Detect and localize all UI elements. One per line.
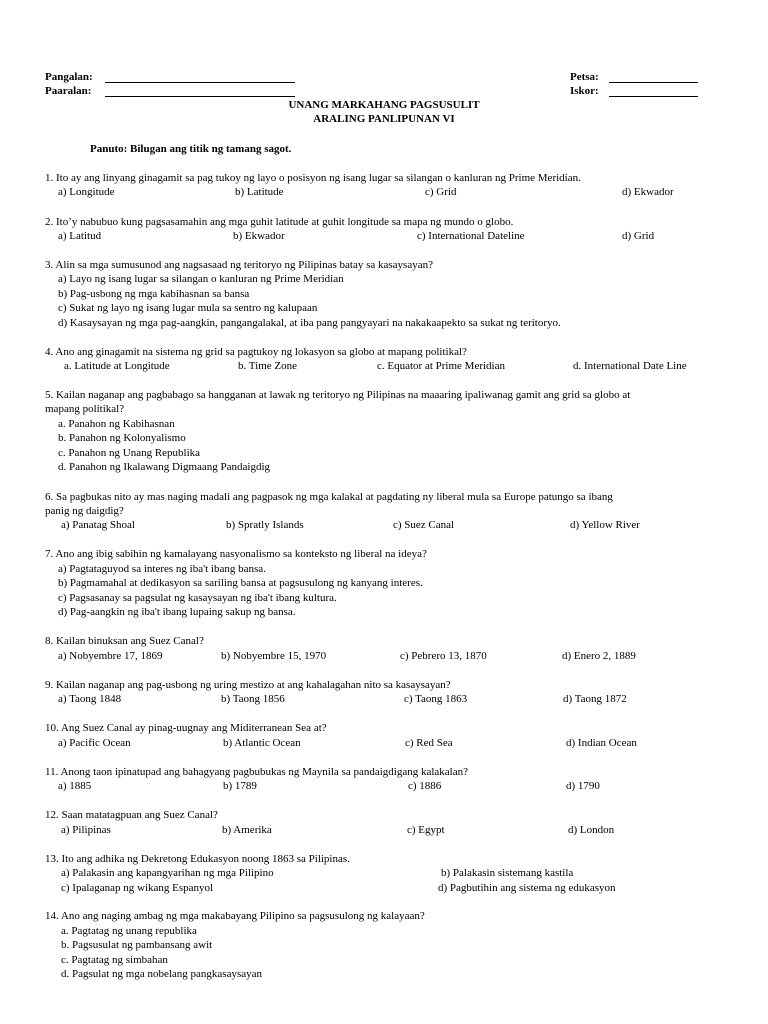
choice-8c[interactable]: c) Pebrero 13, 1870: [400, 650, 487, 662]
question-5-cont: mapang politikal?: [45, 403, 125, 415]
question-10: 10. Ang Suez Canal ay pinag-uugnay ang Miditerranean Sea at?: [45, 722, 327, 734]
question-3: 3. Alin sa mga sumusunod ang nagsasaad ng teritoryo ng Pilipinas batay sa kasaysayan?: [45, 259, 433, 271]
choice-1b[interactable]: b) Latitude: [235, 186, 284, 198]
choice-14a[interactable]: a. Pagtatag ng unang republika: [61, 925, 197, 937]
choice-12d[interactable]: d) London: [568, 824, 615, 836]
choice-3b[interactable]: b) Pag-usbong ng mga kabihasnan sa bansa: [58, 288, 250, 300]
choice-4d[interactable]: d. International Date Line: [573, 360, 687, 372]
choice-10a[interactable]: a) Pacific Ocean: [58, 737, 131, 749]
choice-2d[interactable]: d) Grid: [622, 230, 655, 242]
choice-7c[interactable]: c) Pagsasanay sa pagsulat ng kasaysayan ng iba't ibang kultura.: [58, 592, 337, 604]
question-4: 4. Ano ang ginagamit na sistema ng grid sa pagtukoy ng lokasyon sa globo at mapang politikal?: [45, 346, 467, 358]
question-9: 9. Kailan naganap ang pag-usbong ng uring mestizo at ang kahalagahan nito sa kasaysayan?: [45, 679, 451, 691]
iskor-label: Iskor:: [570, 85, 599, 97]
choice-1a[interactable]: a) Longitude: [58, 186, 115, 198]
choice-12b[interactable]: b) Amerika: [222, 824, 272, 836]
choice-2c[interactable]: c) International Dateline: [417, 230, 525, 242]
choice-6c[interactable]: c) Suez Canal: [393, 519, 455, 531]
choice-4c[interactable]: c. Equator at Prime Meridian: [377, 360, 505, 372]
choice-10d[interactable]: d) Indian Ocean: [566, 737, 637, 749]
choice-4a[interactable]: a. Latitude at Longitude: [64, 360, 170, 372]
choice-14d[interactable]: d. Pagsulat ng mga nobelang pangkasaysayan: [61, 968, 263, 980]
choice-11d[interactable]: d) 1790: [566, 780, 600, 792]
choice-7d[interactable]: d) Pag-aangkin ng iba't ibang lupaing sakup ng bansa.: [58, 606, 296, 618]
question-12: 12. Saan matatagpuan ang Suez Canal?: [45, 809, 218, 821]
choice-5d[interactable]: d. Panahon ng Ikalawang Digmaang Pandaigdig: [58, 461, 271, 473]
choice-7a[interactable]: a) Pagtataguyod sa interes ng iba't ibang bansa.: [58, 563, 266, 575]
choice-6a[interactable]: a) Panatag Shoal: [61, 519, 135, 531]
choice-3c[interactable]: c) Sukat ng layo ng isang lugar mula sa sentro ng kalupaan: [58, 302, 318, 314]
question-2: 2. Ito’y nabubuo kung pagsasamahin ang mga guhit latitude at guhit longitude sa mapa ng mundo o globo.: [45, 216, 514, 228]
petsa-line[interactable]: [609, 82, 698, 83]
choice-5a[interactable]: a. Panahon ng Kabihasnan: [58, 418, 175, 430]
choice-5c[interactable]: c. Panahon ng Unang Republika: [58, 447, 201, 459]
choice-3a[interactable]: a) Layo ng isang lugar sa silangan o kanluran ng Prime Meridian: [58, 273, 344, 285]
choice-1d[interactable]: d) Ekwador: [622, 186, 674, 198]
question-13: 13. Ito ang adhika ng Dekretong Edukasyon noong 1863 sa Pilipinas.: [45, 853, 350, 865]
choice-2b[interactable]: b) Ekwador: [233, 230, 285, 242]
choice-12a[interactable]: a) Pilipinas: [61, 824, 111, 836]
choice-6d[interactable]: d) Yellow River: [570, 519, 640, 531]
choice-6b[interactable]: b) Spratly Islands: [226, 519, 304, 531]
question-7: 7. Ano ang ibig sabihin ng kamalayang nasyonalismo sa konteksto ng liberal na ideya?: [45, 548, 427, 560]
choice-4b[interactable]: b. Time Zone: [238, 360, 297, 372]
choice-14b[interactable]: b. Pagsusulat ng pambansang awit: [61, 939, 213, 951]
choice-9d[interactable]: d) Taong 1872: [563, 693, 627, 705]
paaralan-label: Paaralan:: [45, 85, 92, 97]
choice-13c[interactable]: c) Ipalaganap ng wikang Espanyol: [61, 882, 214, 894]
choice-3d[interactable]: d) Kasaysayan ng mga pag-aangkin, pangangalakal, at iba pang pangyayari na nakakaapekto sa sukat ng teritoryo.: [58, 317, 561, 329]
choice-13b[interactable]: b) Palakasin sistemang kastila: [441, 867, 574, 879]
question-6: 6. Sa pagbukas nito ay mas naging madali ang pagpasok ng mga kalakal at pagdating ny liberal mula sa Europe patungo sa ibang: [45, 491, 613, 503]
choice-5b[interactable]: b. Panahon ng Kolonyalismo: [58, 432, 186, 444]
petsa-label: Petsa:: [570, 71, 599, 83]
pangalan-label: Pangalan:: [45, 71, 93, 83]
question-6-cont: panig ng daigdig?: [45, 505, 124, 517]
paaralan-line[interactable]: [105, 96, 295, 97]
instruction: Panuto: Bilugan ang titik ng tamang sagot.: [90, 143, 292, 155]
choice-13d[interactable]: d) Pagbutihin ang sistema ng edukasyon: [438, 882, 616, 894]
choice-2a[interactable]: a) Latitud: [58, 230, 102, 242]
choice-10c[interactable]: c) Red Sea: [405, 737, 453, 749]
exam-subtitle: ARALING PANLIPUNAN VI: [313, 113, 455, 125]
choice-1c[interactable]: c) Grid: [425, 186, 457, 198]
choice-11c[interactable]: c) 1886: [408, 780, 442, 792]
choice-9a[interactable]: a) Taong 1848: [58, 693, 122, 705]
choice-8d[interactable]: d) Enero 2, 1889: [562, 650, 636, 662]
question-8: 8. Kailan binuksan ang Suez Canal?: [45, 635, 204, 647]
question-1: 1. Ito ay ang linyang ginagamit sa pag tukoy ng layo o posisyon ng isang lugar sa silangan o kanluran ng Prime Meridian.: [45, 172, 581, 184]
choice-7b[interactable]: b) Pagmamahal at dedikasyon sa sariling bansa at pagsusulong ng kanyang interes.: [58, 577, 423, 589]
choice-11b[interactable]: b) 1789: [223, 780, 257, 792]
iskor-line[interactable]: [609, 96, 698, 97]
choice-8a[interactable]: a) Nobyembre 17, 1869: [58, 650, 163, 662]
choice-10b[interactable]: b) Atlantic Ocean: [223, 737, 301, 749]
choice-9c[interactable]: c) Taong 1863: [404, 693, 468, 705]
question-14: 14. Ano ang naging ambag ng mga makabayang Pilipino sa pagsusulong ng kalayaan?: [45, 910, 425, 922]
choice-14c[interactable]: c. Pagtatag ng simbahan: [61, 954, 168, 966]
question-11: 11. Anong taon ipinatupad ang bahagyang pagbubukas ng Maynila sa pandaigdigang kalakalan?: [45, 766, 468, 778]
question-5: 5. Kailan naganap ang pagbabago sa hangganan at lawak ng teritoryo ng Pilipinas na maaaring ipaliwanag gamit ang grid sa globo at: [45, 389, 631, 401]
exam-title: UNANG MARKAHANG PAGSUSULIT: [288, 99, 480, 111]
choice-8b[interactable]: b) Nobyembre 15, 1970: [221, 650, 327, 662]
choice-11a[interactable]: a) 1885: [58, 780, 92, 792]
choice-12c[interactable]: c) Egypt: [407, 824, 445, 836]
choice-13a[interactable]: a) Palakasin ang kapangyarihan ng mga Pilipino: [61, 867, 274, 879]
pangalan-line[interactable]: [105, 82, 295, 83]
choice-9b[interactable]: b) Taong 1856: [221, 693, 285, 705]
